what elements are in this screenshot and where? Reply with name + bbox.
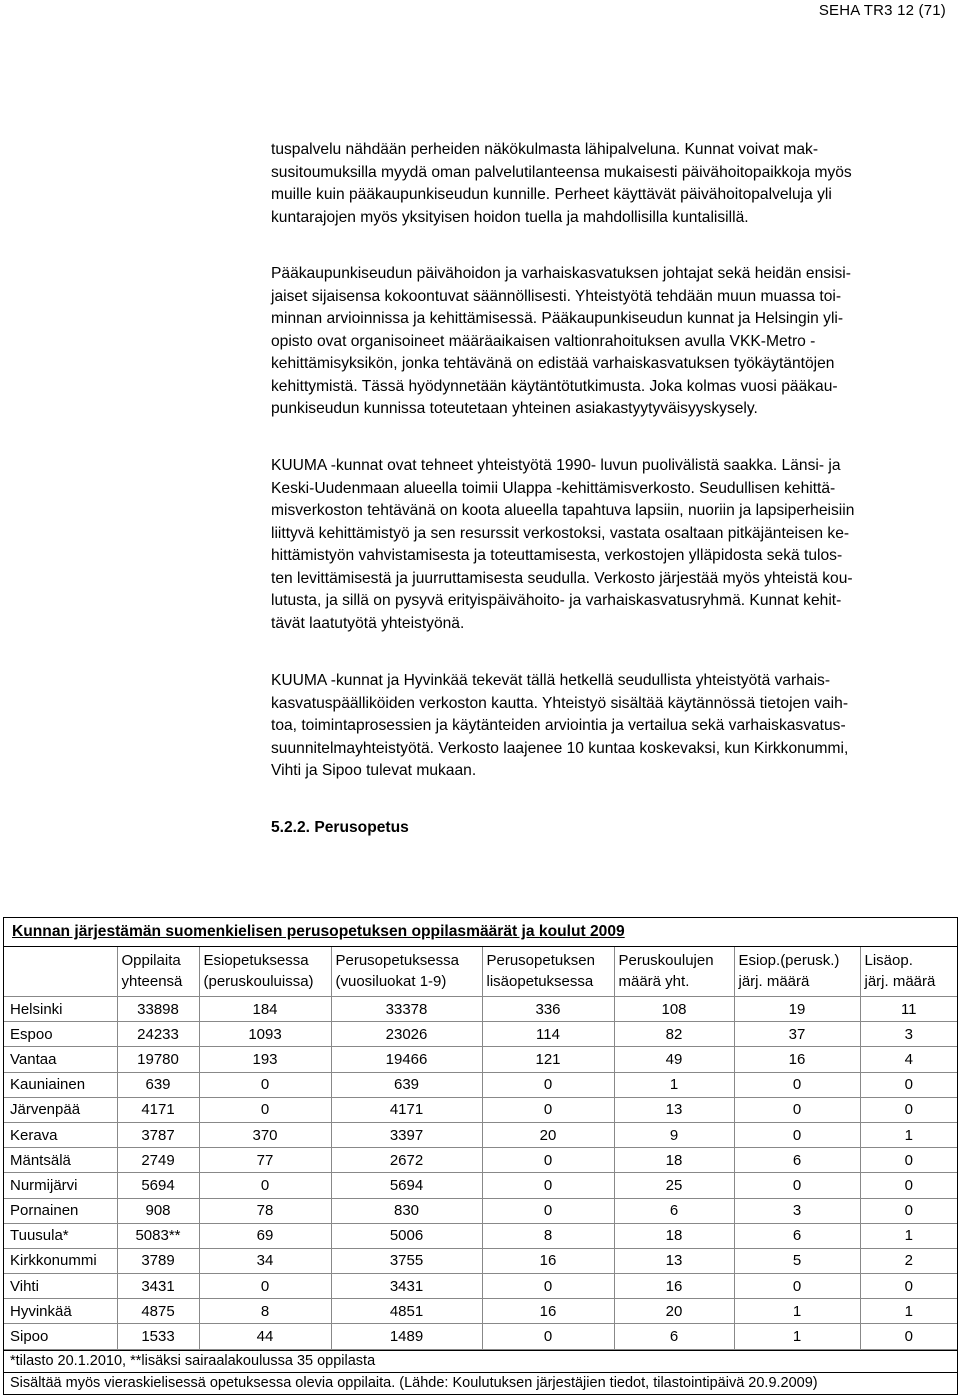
header-row	[4, 947, 957, 997]
column-header-line: yhteensä	[121, 973, 183, 990]
municipality-cell: Kerava	[4, 1122, 117, 1147]
table-row	[4, 1248, 957, 1273]
municipality-cell: Vantaa	[4, 1047, 117, 1072]
text-line: kuntarajojen myös yksityisen hoidon tuella ja mahdollisilla kuntalisillä.	[271, 208, 749, 226]
value-cell: 5006	[331, 1223, 482, 1248]
value-cell: 25	[614, 1173, 734, 1198]
value-cell: 0	[860, 1324, 957, 1349]
value-cell: 0	[199, 1072, 331, 1097]
column-header-line: lisäopetuksessa	[486, 973, 594, 990]
column-header	[331, 947, 482, 997]
municipality-cell: Pornainen	[4, 1198, 117, 1223]
value-cell: 1	[734, 1324, 860, 1349]
text-line: punkiseudun kunnissa toteutetaan yhteinen asiakastyytyväisyyskysely.	[271, 400, 758, 417]
value-cell: 0	[482, 1072, 614, 1097]
value-cell: 1489	[331, 1324, 482, 1349]
column-header-line: järj. määrä	[864, 973, 936, 990]
value-cell: 1	[734, 1299, 860, 1324]
municipality-cell: Vihti	[4, 1274, 117, 1299]
value-cell: 0	[734, 1274, 860, 1299]
table-row	[4, 997, 957, 1022]
value-cell: 0	[199, 1097, 331, 1122]
text-line: KUUMA -kunnat ovat tehneet yhteistyötä 1990- luvun puolivälistä saakka. Länsi- ja	[271, 457, 841, 474]
value-cell: 19780	[117, 1047, 199, 1072]
column-header-line: (vuosiluokat 1-9)	[335, 973, 447, 990]
column-header-line: (peruskouluissa)	[203, 973, 314, 990]
student-count-table	[3, 917, 958, 1395]
value-cell: 193	[199, 1047, 331, 1072]
value-cell: 0	[482, 1097, 614, 1122]
value-cell: 0	[860, 1274, 957, 1299]
value-cell: 3431	[117, 1274, 199, 1299]
table-source-note: Sisältää myös vieraskielisessä opetuksessa olevia oppilaita. (Lähde: Koulutuksen järjestäjien tiedot, tilastointipäivä 20.9.2009)	[4, 1372, 957, 1394]
table-row	[4, 1274, 957, 1299]
value-cell: 34	[199, 1248, 331, 1273]
value-cell: 2	[860, 1248, 957, 1273]
municipality-cell: Nurmijärvi	[4, 1173, 117, 1198]
value-cell: 69	[199, 1223, 331, 1248]
column-header	[117, 947, 199, 997]
column-header-line: Esiopetuksessa	[203, 952, 309, 969]
column-header	[734, 947, 860, 997]
value-cell: 11	[860, 997, 957, 1022]
value-cell: 5694	[117, 1173, 199, 1198]
text-line: minnan arvioinnissa ja kehittämisessä. Pääkaupunkiseudun kunnat ja Helsingin yli-	[271, 310, 844, 327]
value-cell: 19	[734, 997, 860, 1022]
text-line: misverkoston tehtävänä on koota alueella tapahtuva lapsiin, nuoriin ja lapsiperheisiin	[271, 502, 855, 519]
value-cell: 0	[482, 1274, 614, 1299]
value-cell: 5083**	[117, 1223, 199, 1248]
value-cell: 0	[860, 1148, 957, 1173]
value-cell: 370	[199, 1122, 331, 1147]
value-cell: 0	[860, 1072, 957, 1097]
text-line: kehittämisyksikön, jonka tehtävänä on edistää varhaiskasvatuksen työkäytäntöjen	[271, 355, 835, 372]
text-line: Keski-Uudenmaan alueella toimii Ulappa -kehittämisverkosto. Seudullisen kehittä-	[271, 479, 836, 497]
value-cell: 0	[860, 1097, 957, 1122]
table-row	[4, 1122, 957, 1147]
municipality-cell: Kauniainen	[4, 1072, 117, 1097]
paragraph	[271, 455, 951, 635]
value-cell: 16	[734, 1047, 860, 1072]
municipality-cell: Helsinki	[4, 997, 117, 1022]
value-cell: 3	[734, 1198, 860, 1223]
value-cell: 20	[614, 1299, 734, 1324]
value-cell: 16	[614, 1274, 734, 1299]
value-cell: 37	[734, 1022, 860, 1047]
page-header: SEHA TR3 12 (71)	[818, 2, 946, 19]
column-header	[199, 947, 331, 997]
text-line: Pääkaupunkiseudun päivähoidon ja varhaiskasvatuksen johtajat sekä heidän ensisi-	[271, 265, 851, 282]
table-row	[4, 1047, 957, 1072]
value-cell: 0	[482, 1324, 614, 1349]
municipality-cell: Kirkkonummi	[4, 1248, 117, 1273]
table-row	[4, 1097, 957, 1122]
column-header-line: Lisäop.	[864, 952, 913, 969]
value-cell: 49	[614, 1047, 734, 1072]
value-cell: 16	[482, 1248, 614, 1273]
municipality-cell: Järvenpää	[4, 1097, 117, 1122]
value-cell: 6	[614, 1198, 734, 1223]
table-footnote: *tilasto 20.1.2010, **lisäksi sairaalakoulussa 35 oppilasta	[4, 1350, 957, 1372]
column-header	[4, 947, 117, 997]
value-cell: 0	[482, 1173, 614, 1198]
text-line: ten levittämisestä ja juurruttamisesta seudulla. Verkosto järjestää myös yhteistä kou-	[271, 569, 853, 587]
value-cell: 639	[117, 1072, 199, 1097]
column-header-line: järj. määrä	[738, 973, 810, 990]
text-line: lutusta, ja sillä on pysyvä erityispäivähoito- ja varhaiskasvatusryhmä. Kunnat kehit-	[271, 592, 842, 609]
paragraph	[271, 139, 951, 229]
municipality-cell: Hyvinkää	[4, 1299, 117, 1324]
value-cell: 18	[614, 1148, 734, 1173]
value-cell: 33898	[117, 997, 199, 1022]
table-row	[4, 1072, 957, 1097]
value-cell: 1	[860, 1122, 957, 1147]
text-line: suunnitelmayhteistyötä. Verkosto laajenee 10 kuntaa koskevaksi, kun Kirkkonummi,	[271, 739, 849, 757]
text-line: toa, toimintaprosessien ja käytänteiden arviointia ja vertailua sekä varhaiskasvatus-	[271, 717, 846, 734]
text-line: tävät laatutyötä yhteistyönä.	[271, 614, 465, 632]
value-cell: 336	[482, 997, 614, 1022]
value-cell: 9	[614, 1122, 734, 1147]
municipality-cell: Tuusula*	[4, 1223, 117, 1248]
value-cell: 0	[860, 1173, 957, 1198]
value-cell: 0	[199, 1173, 331, 1198]
value-cell: 78	[199, 1198, 331, 1223]
value-cell: 6	[734, 1223, 860, 1248]
value-cell: 20	[482, 1122, 614, 1147]
value-cell: 0	[199, 1274, 331, 1299]
value-cell: 4	[860, 1047, 957, 1072]
value-cell: 44	[199, 1324, 331, 1349]
value-cell: 4875	[117, 1299, 199, 1324]
text-line: hittämistyön vahvistamisesta ja toteuttamisesta, verkostojen ylläpidosta sekä tulos-	[271, 547, 843, 564]
value-cell: 19466	[331, 1047, 482, 1072]
column-header-line: Perusopetuksessa	[335, 952, 459, 969]
value-cell: 4851	[331, 1299, 482, 1324]
value-cell: 3397	[331, 1122, 482, 1147]
value-cell: 639	[331, 1072, 482, 1097]
value-cell: 3431	[331, 1274, 482, 1299]
text-line: liittyvä kehittämistyö ja sen resurssit verkostoksi, vastata osaltaan pitkäjänteisen ke-	[271, 524, 850, 542]
value-cell: 13	[614, 1248, 734, 1273]
value-cell: 82	[614, 1022, 734, 1047]
value-cell: 5	[734, 1248, 860, 1273]
table-row	[4, 1299, 957, 1324]
text-line: opisto ovat organisoineet määräaikaisen valtionrahoituksen avulla VKK-Metro -	[271, 332, 816, 350]
value-cell: 3787	[117, 1122, 199, 1147]
value-cell: 23026	[331, 1022, 482, 1047]
column-header-line: Peruskoulujen	[618, 952, 714, 969]
value-cell: 2672	[331, 1148, 482, 1173]
value-cell: 4171	[331, 1097, 482, 1122]
data-table	[4, 947, 957, 1350]
value-cell: 1	[614, 1072, 734, 1097]
value-cell: 0	[734, 1072, 860, 1097]
column-header	[482, 947, 614, 997]
column-header-line: Oppilaita	[121, 952, 181, 969]
value-cell: 18	[614, 1223, 734, 1248]
value-cell: 1	[860, 1299, 957, 1324]
table-row	[4, 1324, 957, 1349]
text-line: kasvatuspäälliköiden verkoston kautta. Yhteistyö sisältää käytännössä tietojen vaih-	[271, 694, 849, 712]
value-cell: 1093	[199, 1022, 331, 1047]
value-cell: 3	[860, 1022, 957, 1047]
value-cell: 184	[199, 997, 331, 1022]
value-cell: 908	[117, 1198, 199, 1223]
text-line: muille kuin pääkaupunkiseudun kunnille. Perheet käyttävät päivähoitopalveluja yli	[271, 186, 832, 203]
value-cell: 1533	[117, 1324, 199, 1349]
section-heading: 5.2.2. Perusopetus	[271, 819, 409, 836]
value-cell: 0	[734, 1173, 860, 1198]
value-cell: 830	[331, 1198, 482, 1223]
value-cell: 33378	[331, 997, 482, 1022]
text-line: Vihti ja Sipoo tulevat mukaan.	[271, 762, 477, 779]
value-cell: 13	[614, 1097, 734, 1122]
value-cell: 8	[482, 1223, 614, 1248]
municipality-cell: Mäntsälä	[4, 1148, 117, 1173]
value-cell: 0	[482, 1148, 614, 1173]
value-cell: 0	[860, 1198, 957, 1223]
value-cell: 16	[482, 1299, 614, 1324]
table-row	[4, 1148, 957, 1173]
value-cell: 6	[614, 1324, 734, 1349]
value-cell: 121	[482, 1047, 614, 1072]
table-title: Kunnan järjestämän suomenkielisen perusopetuksen oppilasmäärät ja koulut 2009	[4, 918, 957, 947]
column-header-line: Perusopetuksen	[486, 952, 595, 969]
value-cell: 0	[482, 1198, 614, 1223]
municipality-cell: Sipoo	[4, 1324, 117, 1349]
value-cell: 0	[734, 1097, 860, 1122]
text-line: jaiset sijaisensa kokoontuvat säännöllisesti. Yhteistyötä tehdään muun muassa toi-	[271, 287, 842, 305]
value-cell: 24233	[117, 1022, 199, 1047]
value-cell: 1	[860, 1223, 957, 1248]
table-row	[4, 1223, 957, 1248]
value-cell: 114	[482, 1022, 614, 1047]
column-header-line: Esiop.(perusk.)	[738, 952, 840, 969]
table-row	[4, 1022, 957, 1047]
value-cell: 0	[734, 1122, 860, 1147]
text-line: kehittymistä. Tässä hyödynnetään käytäntötutkimusta. Joka kolmas vuosi pääkau-	[271, 377, 838, 395]
value-cell: 3755	[331, 1248, 482, 1273]
table-row	[4, 1198, 957, 1223]
paragraph	[271, 263, 951, 421]
column-header-line: määrä yht.	[618, 973, 690, 990]
municipality-cell: Espoo	[4, 1022, 117, 1047]
table-row	[4, 1173, 957, 1198]
value-cell: 77	[199, 1148, 331, 1173]
text-line: KUUMA -kunnat ja Hyvinkää tekevät tällä hetkellä seudullista yhteistyötä varhais-	[271, 672, 831, 689]
value-cell: 8	[199, 1299, 331, 1324]
value-cell: 4171	[117, 1097, 199, 1122]
value-cell: 2749	[117, 1148, 199, 1173]
text-line: susitoumuksilla myydä oman palvelutilanteensa mukaisesti päivähoitopaikkoja myös	[271, 163, 852, 181]
column-header	[860, 947, 957, 997]
value-cell: 108	[614, 997, 734, 1022]
value-cell: 6	[734, 1148, 860, 1173]
value-cell: 3789	[117, 1248, 199, 1273]
paragraph	[271, 670, 951, 783]
value-cell: 5694	[331, 1173, 482, 1198]
column-header	[614, 947, 734, 997]
text-line: tuspalvelu nähdään perheiden näkökulmasta lähipalveluna. Kunnat voivat mak-	[271, 141, 819, 158]
